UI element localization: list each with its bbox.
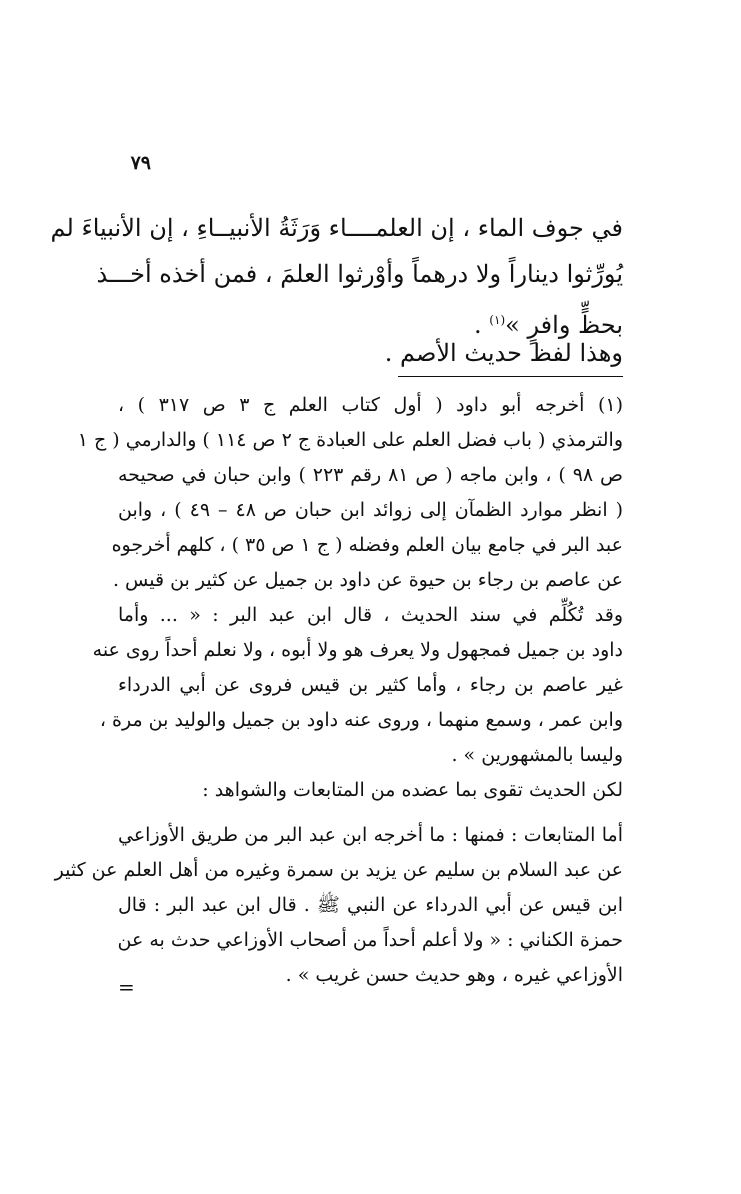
footnote-line: وابن عمر ، وسمع منهما ، وروى عنه داود بن جميل والوليد بن مرة ،	[99, 709, 623, 731]
footnote-marker: (١)	[489, 313, 506, 327]
footnote-line: ص ٩٨ ) ، وابن ماجه ( ص ٨١ رقم ٢٢٣ ) وابن حبان في صحيحه	[118, 464, 623, 486]
page-number: ٧٩	[130, 152, 151, 174]
footnote-line: وليسا بالمشهورين » .	[451, 744, 623, 766]
footnote-separator	[398, 376, 623, 377]
footnote-line: ( انظر موارد الظمآن إلى زوائد ابن حبان ص ٤٨ – ٤٩ ) ، وابن	[118, 499, 623, 521]
footnote-line: غير عاصم بن رجاء ، وأما كثير بن قيس فروى عن أبي الدرداء	[118, 674, 623, 696]
footnote-gap	[118, 808, 623, 818]
footnote-line: ابن قيس عن أبي الدرداء عن النبي ﷺ . قال ابن عبد البر : قال	[118, 894, 623, 916]
footnote-line: حمزة الكناني : « ولا أعلم أحداً من أصحاب الأوزاعي حدث به عن	[117, 929, 623, 951]
footnote-line: عن عبد السلام بن سليم عن يزيد بن سمرة وغيره من أهل العلم عن كثير	[54, 859, 623, 881]
footnote-line: عبد البر في جامع بيان العلم وفضله ( ج ١ ص ٣٥ ) ، كلهم أخرجوه	[111, 534, 623, 556]
main-text	[50, 205, 623, 343]
footnote-line: (١) أخرجه أبو داود ( أول كتاب العلم ج ٣ ص ٣١٧ ) ،	[118, 394, 623, 416]
main-text-line-3-tail: .	[474, 311, 490, 339]
main-text-line-4: وهذا لفظ حديث الأصم .	[384, 339, 623, 367]
footnote-line: لكن الحديث تقوى بما عضده من المتابعات والشواهد :	[202, 779, 623, 801]
main-text-line-2: يُورِّثوا ديناراً ولا درهماً وأوْرثوا العلمَ ، فمن أخذه أخـــذ	[96, 260, 623, 288]
main-text-line-1: في جوف الماء ، إن العلمــــاء وَرَثَةُ الأنبيــاءِ ، إن الأنبياءَ لم	[50, 214, 623, 242]
footnote-line: عن عاصم بن رجاء بن حيوة عن داود بن جميل عن كثير بن قيس .	[112, 569, 623, 591]
footnote-line: داود بن جميل فمجهول ولا يعرف هو ولا أبوه ، ولا نعلم أحداً روى عنه	[92, 639, 623, 661]
footnote-line: والترمذي ( باب فضل العلم على العبادة ج ٢ ص ١١٤ ) والدارمي ( ج ١	[77, 429, 623, 451]
footnotes	[54, 388, 623, 993]
continuation-mark: =	[118, 975, 135, 999]
footnote-line: الأوزاعي غيره ، وهو حديث حسن غريب » .	[285, 964, 623, 986]
main-text-line-3-body: بحظٍّ وافرٍ »	[505, 311, 623, 339]
footnote-line: أما المتابعات : فمنها : ما أخرجه ابن عبد البر من طريق الأوزاعي	[118, 824, 623, 846]
footnote-line: وقد تُكُلِّم في سند الحديث ، قال ابن عبد البر : « ... وأما	[118, 604, 623, 626]
